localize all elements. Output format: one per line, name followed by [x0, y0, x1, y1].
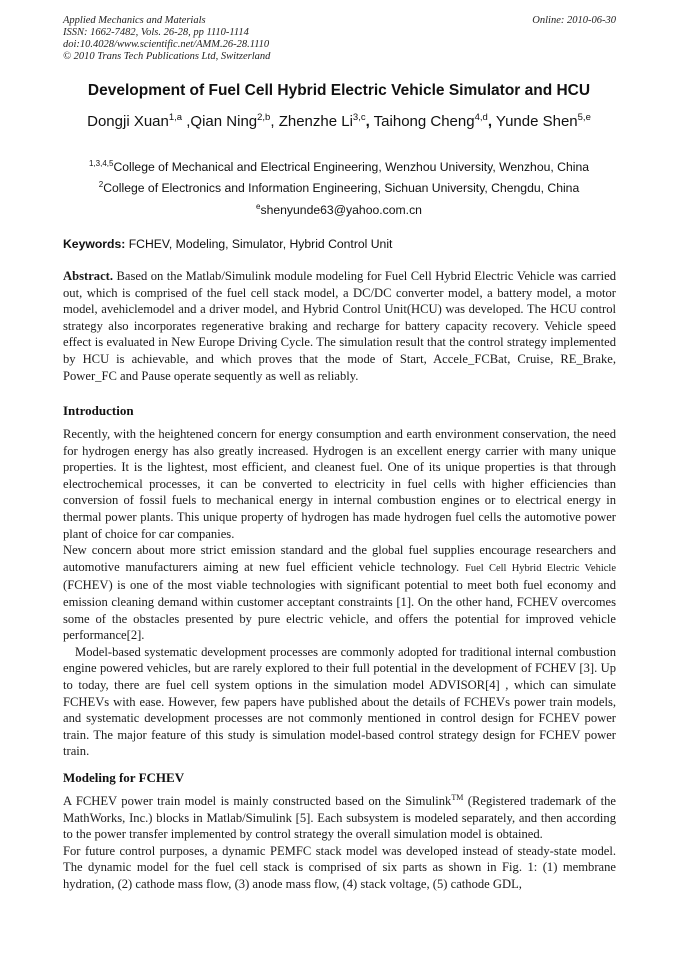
- introduction-heading: Introduction: [63, 403, 134, 418]
- copyright-line: © 2010 Trans Tech Publications Ltd, Switzerland: [63, 51, 271, 62]
- intro-paragraph-3: Model-based systematic development processes are commonly adopted for traditional internal combustion engine powered vehicles, but are rarely explored to their full potential in the development of FCHEV [3]. Up to today, there are fuel cell system options in the simulation model ADVISOR[4] , which can simulate FCHEVs with ease. However, few papers have published about the details of FCHEVs power train models, and systematic development processes are not commonly mentioned in control design for FCHEV power train. The major feature of this study is simulation model-based control strategy design for FCHEV power train.: [63, 644, 616, 759]
- intro-paragraph-1: Recently, with the heightened concern for energy consumption and earth environment conservation, the need for hydrogen energy has also greatly increased. Hydrogen is an excellent energy carrier with many unique properties. It is the lightest, most efficient, and cleanest fuel. One of its unique properties is that through electrochemical processes, it can be converted to electricity in fuel cells with higher efficiencies than conversion of fossil fuels to mechanical energy in internal combustion engines or to electrical energy in thermal power plants. This unique property of hydrogen has made hydrogen fuel cells the automotive power plant of choice for car companies.: [63, 427, 616, 541]
- keywords-line: [63, 237, 392, 251]
- author-affiliation-marker: 1,a: [168, 112, 183, 123]
- abstract-text: Based on the Matlab/Simulink module modeling for Fuel Cell Hybrid Electric Vehicle was carried out, which is comprised of the fuel cell stack model, a DC/DC converter model, a battery model, a motor model, avehiclemodel and a driver model, and Hybrid Control Unit(HCU) was developed. The HCU control strategy also incorporates regenerative braking and recharge for battery capacity recovery. Vehicle speed effect is evaluated in New Europe Driving Cycle. The simulation result that the control strategy implemented by HCU is achievable, and which proves that the mode of Start, Accele_FCBat, Cruise, RE_Brake, Power_FC and Pause operate sequently as well as reliably.: [63, 269, 616, 383]
- modeling-paragraph-1-rest: (Registered trademark of the MathWorks, Inc.) blocks in Matlab/Simulink [5]. Each subsystem is modeled separately, and then according to the power transfer implemented by control strategy the overall simulation model is obtained.: [63, 794, 616, 842]
- author-affiliation-marker: 5,e: [577, 112, 591, 123]
- affiliation-text: College of Mechanical and Electrical Engineering, Wenzhou University, Wenzhou, China: [113, 160, 590, 174]
- affiliation-2: [20, 181, 658, 195]
- email-address[interactable]: shenyunde63@yahoo.com.cn: [260, 203, 422, 217]
- trademark-marker: TM: [451, 793, 464, 802]
- author-list: Dongji Xuan$^{1,a}$ ,Qian Ning$^{2,b}$, Zhenzhe Li$^{3,c}$, Taihong Cheng$^{4,d}$, Yunde Shen$^{5,e}$: [87, 112, 591, 130]
- keywords-text: FCHEV, Modeling, Simulator, Hybrid Control Unit: [128, 237, 393, 251]
- author-name: Qian Ning: [190, 113, 258, 130]
- author-name: Dongji Xuan: [87, 113, 169, 130]
- modeling-body: [63, 793, 616, 893]
- affiliation-1: [20, 160, 658, 174]
- affiliation-text: College of Electronics and Information Engineering, Sichuan University, Chengdu, China: [103, 181, 580, 195]
- email-marker: e: [256, 202, 261, 211]
- intro-paragraph-2-rest: (FCHEV) is one of the most viable technologies with significant potential to meet both fuel economy and emission cleaning demand within customer acceptant constraints [1]. On the other hand, FCHEV overcomes some of the obstacles presented by pure electric vehicle, and offers the potential for improved vehicle performance[2].: [63, 578, 616, 643]
- journal-header: [63, 15, 616, 63]
- author-affiliation-marker: 2,b: [257, 112, 271, 123]
- affiliation-marker: 2: [98, 180, 104, 189]
- paper-title: Development of Fuel Cell Hybrid Electric Vehicle Simulator and HCU: [87, 82, 591, 99]
- author-name: Zhenzhe Li: [278, 113, 353, 130]
- online-date: Online: 2010-06-30: [532, 15, 616, 26]
- modeling-paragraph-1-text: A FCHEV power train model is mainly constructed based on the Simulink: [63, 794, 452, 808]
- intro-paragraph-2: [63, 542, 616, 644]
- author-affiliation-marker: 4,d: [474, 112, 488, 123]
- issn-line: ISSN: 1662-7482, Vols. 26-28, pp 1110-1114: [63, 27, 249, 38]
- contact-email: [20, 203, 658, 217]
- abstract: [63, 268, 616, 384]
- author-name: Yunde Shen: [495, 113, 578, 130]
- journal-name: Applied Mechanics and Materials: [63, 15, 206, 26]
- affiliation-marker: 1,3,4,5: [88, 159, 114, 168]
- modeling-heading: Modeling for FCHEV: [63, 770, 185, 785]
- author-affiliation-marker: 3,c: [352, 112, 366, 123]
- doi-line[interactable]: doi:10.4028/www.scientific.net/AMM.26-28.1110: [63, 39, 270, 50]
- author-name: Taihong Cheng: [373, 113, 475, 130]
- keywords-label: Keywords:: [63, 237, 126, 251]
- intro-paragraph-2-small: Fuel Cell Hybrid Electric Vehicle: [464, 562, 616, 574]
- abstract-label: Abstract.: [63, 269, 114, 283]
- introduction-body: [63, 426, 616, 760]
- modeling-paragraph-1: [63, 793, 616, 843]
- intro-paragraph-2-text: New concern about more strict emission standard and the global fuel supplies encourage researchers and automotive manufacturers aiming at new fuel efficient vehicle technology.: [63, 543, 616, 574]
- modeling-paragraph-2: For future control purposes, a dynamic PEMFC stack model was developed instead of steady-state model. The dynamic model for the fuel cell stack is comprised of six parts as shown in Fig. 1: (1) membrane hydration, (2) cathode mass flow, (3) anode mass flow, (4) stack voltage, (5) cathode GDL,: [63, 843, 616, 891]
